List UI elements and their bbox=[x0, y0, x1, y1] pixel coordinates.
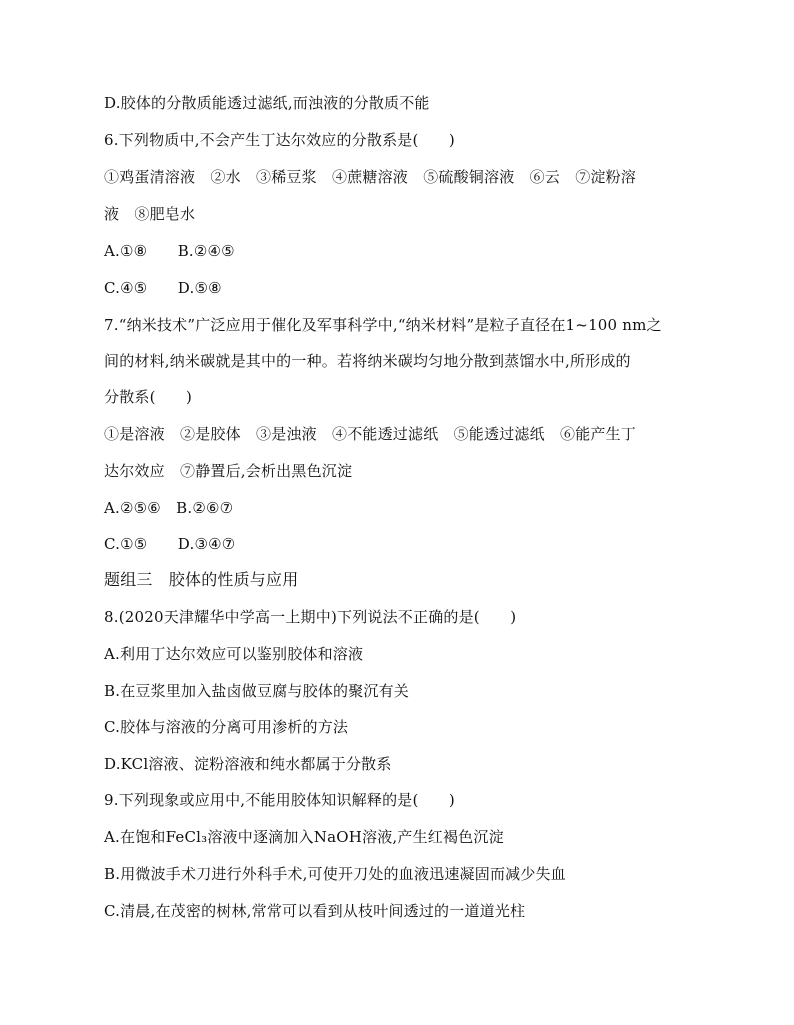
question-6-options-ab: A.①⑧ B.②④⑤ bbox=[104, 242, 235, 260]
question-7-items-line-1: ①是溶液 ②是胶体 ③是浊液 ④不能透过滤纸 ⑤能透过滤纸 ⑥能产生丁 bbox=[104, 425, 637, 443]
question-7-stem-line-1: 7.“纳米技术”广泛应用于催化及军事科学中,“纳米材料”是粒子直径在1~100 nm之 bbox=[104, 316, 662, 334]
question-7-options-ab: A.②⑤⑥ B.②⑥⑦ bbox=[104, 499, 234, 517]
question-9-option-c: C.清晨,在茂密的树林,常常可以看到从枝叶间透过的一道道光柱 bbox=[104, 902, 526, 920]
question-8-option-c: C.胶体与溶液的分离可用渗析的方法 bbox=[104, 718, 349, 736]
question-7-items-line-2: 达尔效应 ⑦静置后,会析出黑色沉淀 bbox=[104, 462, 353, 480]
question-7-stem-line-3: 分散系( ) bbox=[104, 388, 193, 406]
question-9-option-a: A.在饱和FeCl₃溶液中逐滴加入NaOH溶液,产生红褐色沉淀 bbox=[104, 828, 504, 846]
question-6-options-cd: C.④⑤ D.⑤⑧ bbox=[104, 279, 222, 297]
question-8-option-d: D.KCl溶液、淀粉溶液和纯水都属于分散系 bbox=[104, 755, 392, 773]
question-6-items-line-2: 液 ⑧肥皂水 bbox=[104, 205, 196, 223]
question-6-stem: 6.下列物质中,不会产生丁达尔效应的分散系是( ) bbox=[104, 131, 455, 149]
question-8-stem: 8.(2020天津耀华中学高一上期中)下列说法不正确的是( ) bbox=[104, 608, 517, 626]
question-9-stem: 9.下列现象或应用中,不能用胶体知识解释的是( ) bbox=[104, 791, 455, 809]
question-7-options-cd: C.①⑤ D.③④⑦ bbox=[104, 535, 236, 553]
question-6-items-line-1: ①鸡蛋清溶液 ②水 ③稀豆浆 ④蔗糖溶液 ⑤硫酸铜溶液 ⑥云 ⑦淀粉溶 bbox=[104, 168, 637, 186]
option-6-d-prev: D.胶体的分散质能透过滤纸,而浊液的分散质不能 bbox=[104, 94, 430, 112]
question-8-option-b: B.在豆浆里加入盐卤做豆腐与胶体的聚沉有关 bbox=[104, 682, 409, 700]
question-7-stem-line-2: 间的材料,纳米碳就是其中的一种。若将纳米碳均匀地分散到蒸馏水中,所形成的 bbox=[104, 352, 631, 370]
question-9-option-b: B.用微波手术刀进行外科手术,可使开刀处的血液迅速凝固而减少失血 bbox=[104, 865, 566, 883]
question-8-option-a: A.利用丁达尔效应可以鉴别胶体和溶液 bbox=[104, 645, 364, 663]
section-heading: 题组三 胶体的性质与应用 bbox=[104, 570, 299, 589]
